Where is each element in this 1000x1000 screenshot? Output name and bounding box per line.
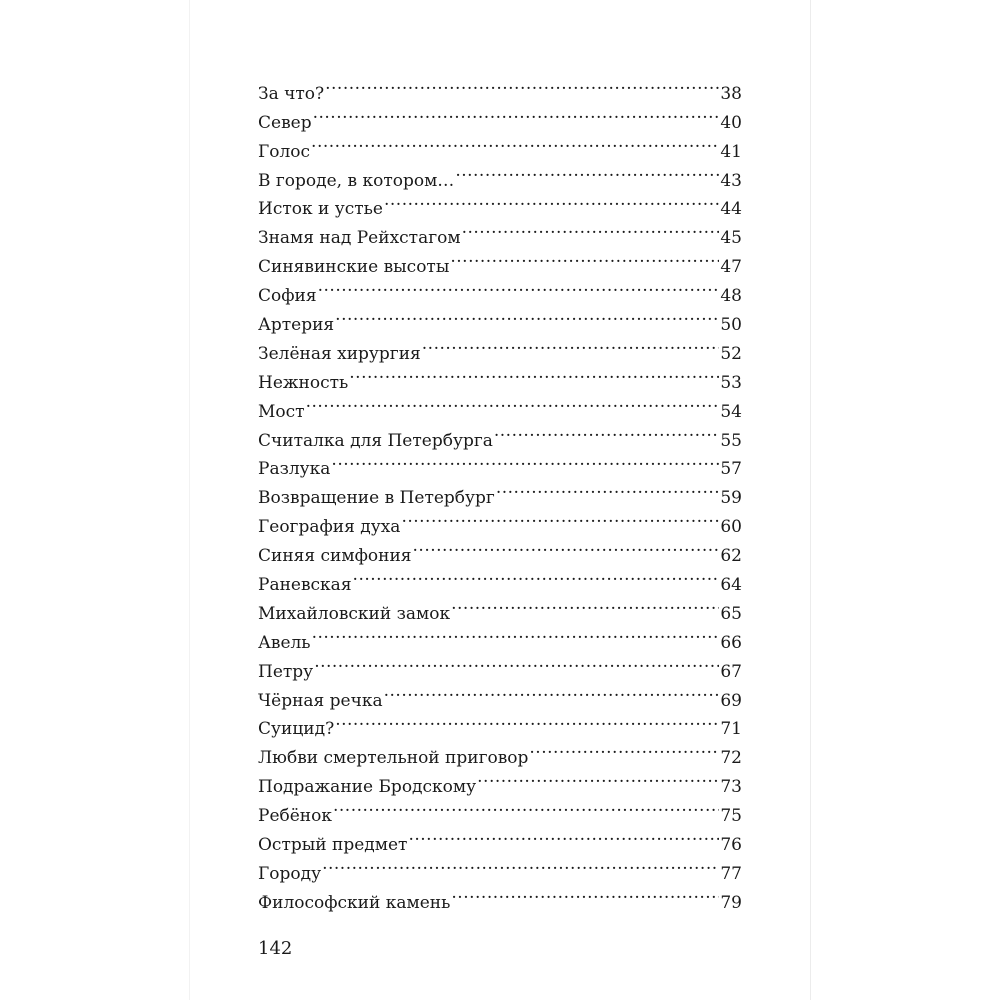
toc-entry-title: География духа	[258, 517, 401, 538]
toc-entry	[258, 301, 742, 336]
dot-leader	[333, 792, 719, 821]
toc-entry	[258, 272, 742, 307]
toc-entry-title: Разлука	[258, 459, 331, 480]
toc-entry-page: 59	[720, 488, 742, 509]
toc-entry-page: 72	[720, 748, 742, 769]
toc-entry	[258, 850, 742, 884]
table-of-contents	[258, 70, 742, 913]
toc-entry-title: Мост	[258, 401, 305, 422]
toc-entry	[258, 677, 742, 711]
dot-leader	[384, 186, 719, 215]
toc-entry-page: 73	[720, 777, 742, 798]
toc-entry-page: 64	[720, 575, 742, 596]
dot-leader	[494, 417, 719, 446]
toc-entry	[258, 99, 742, 133]
toc-entry-page: 41	[720, 141, 742, 162]
dot-leader	[335, 706, 719, 735]
toc-entry-page: 47	[720, 257, 742, 278]
toc-entry	[258, 128, 742, 162]
dot-leader	[318, 272, 720, 301]
dot-leader	[451, 590, 719, 619]
toc-entry-page: 65	[720, 603, 742, 624]
toc-entry	[258, 474, 742, 509]
toc-entry	[258, 70, 742, 104]
toc-entry-title: Синявинские высоты	[258, 257, 450, 278]
dot-leader	[413, 532, 720, 561]
toc-entry-title: Подражание Бродскому	[258, 777, 477, 798]
toc-entry	[258, 446, 742, 480]
toc-entry-title: В городе, в котором…	[258, 170, 455, 191]
toc-entry-title: Нежность	[258, 372, 349, 393]
dot-leader	[455, 157, 719, 186]
toc-entry-title: Петру	[258, 661, 314, 682]
dot-leader	[477, 763, 719, 792]
toc-entry-title: Острый предмет	[258, 835, 408, 856]
toc-entry	[258, 619, 742, 653]
toc-entry-title: Городу	[258, 863, 322, 884]
toc-entry-title: Философский камень	[258, 892, 451, 913]
dot-leader	[322, 850, 719, 879]
dot-leader	[408, 821, 719, 850]
toc-entry	[258, 417, 742, 451]
toc-entry-title: Любви смертельной приговор	[258, 748, 529, 769]
toc-entry-title: Суицид?	[258, 719, 335, 740]
toc-entry-title: Артерия	[258, 315, 335, 336]
toc-entry-page: 52	[720, 343, 742, 364]
dot-leader	[312, 619, 720, 648]
dot-leader	[349, 359, 719, 388]
toc-entry-page: 71	[720, 719, 742, 740]
dot-leader	[311, 128, 719, 157]
dot-leader	[314, 648, 719, 677]
toc-entry-title: Знамя над Рейхстагом	[258, 228, 461, 249]
dot-leader	[529, 734, 719, 763]
toc-entry-page: 45	[720, 228, 742, 249]
page-number: 142	[258, 938, 293, 959]
dot-leader	[331, 446, 719, 475]
toc-entry-page: 54	[720, 401, 742, 422]
toc-entry-page: 75	[720, 806, 742, 827]
toc-entry-title: Исток и устье	[258, 199, 383, 220]
toc-entry-page: 79	[720, 892, 742, 913]
toc-entry-page: 44	[720, 199, 742, 220]
toc-entry-page: 40	[720, 112, 742, 133]
toc-entry-page: 50	[720, 315, 742, 336]
toc-entry-page: 66	[720, 632, 742, 653]
toc-entry-page: 77	[720, 863, 742, 884]
toc-entry	[258, 648, 742, 682]
toc-entry-title: За что?	[258, 83, 325, 104]
dot-leader	[401, 503, 719, 532]
toc-entry-title: Чёрная речка	[258, 690, 383, 711]
dot-leader	[325, 70, 719, 99]
toc-entry-page: 62	[720, 546, 742, 567]
toc-entry-title: Считалка для Петербурга	[258, 430, 493, 451]
toc-entry	[258, 879, 742, 913]
toc-entry-page: 43	[720, 170, 742, 191]
toc-entry-title: Север	[258, 112, 312, 133]
dot-leader	[313, 99, 720, 128]
toc-entry-title: Раневская	[258, 575, 352, 596]
dot-leader	[306, 388, 720, 417]
toc-entry-title: Голос	[258, 141, 311, 162]
toc-entry-page: 53	[720, 372, 742, 393]
toc-entry-page: 55	[720, 430, 742, 451]
toc-entry-title: Возвращение в Петербург	[258, 488, 495, 509]
toc-entry-page: 38	[720, 83, 742, 104]
toc-entry-title: Михайловский замок	[258, 603, 451, 624]
dot-leader	[496, 474, 720, 503]
toc-entry-page: 69	[720, 690, 742, 711]
dot-leader	[422, 330, 720, 359]
toc-entry-title: Авель	[258, 632, 311, 653]
dot-leader	[462, 214, 720, 243]
toc-entry	[258, 157, 742, 191]
dot-leader	[450, 243, 719, 272]
toc-entry	[258, 388, 742, 422]
toc-entry-page: 76	[720, 835, 742, 856]
dot-leader	[451, 879, 719, 908]
toc-entry-page: 67	[720, 661, 742, 682]
dot-leader	[384, 677, 720, 706]
toc-entry-page: 60	[720, 517, 742, 538]
toc-entry-page: 57	[720, 459, 742, 480]
toc-entry-title: Ребёнок	[258, 806, 332, 827]
toc-entry-title: Зелёная хирургия	[258, 343, 421, 364]
toc-entry-title: Синяя симфония	[258, 546, 412, 567]
dot-leader	[353, 561, 720, 590]
dot-leader	[335, 301, 719, 330]
toc-entry-title: София	[258, 286, 317, 307]
toc-entry-page: 48	[720, 286, 742, 307]
